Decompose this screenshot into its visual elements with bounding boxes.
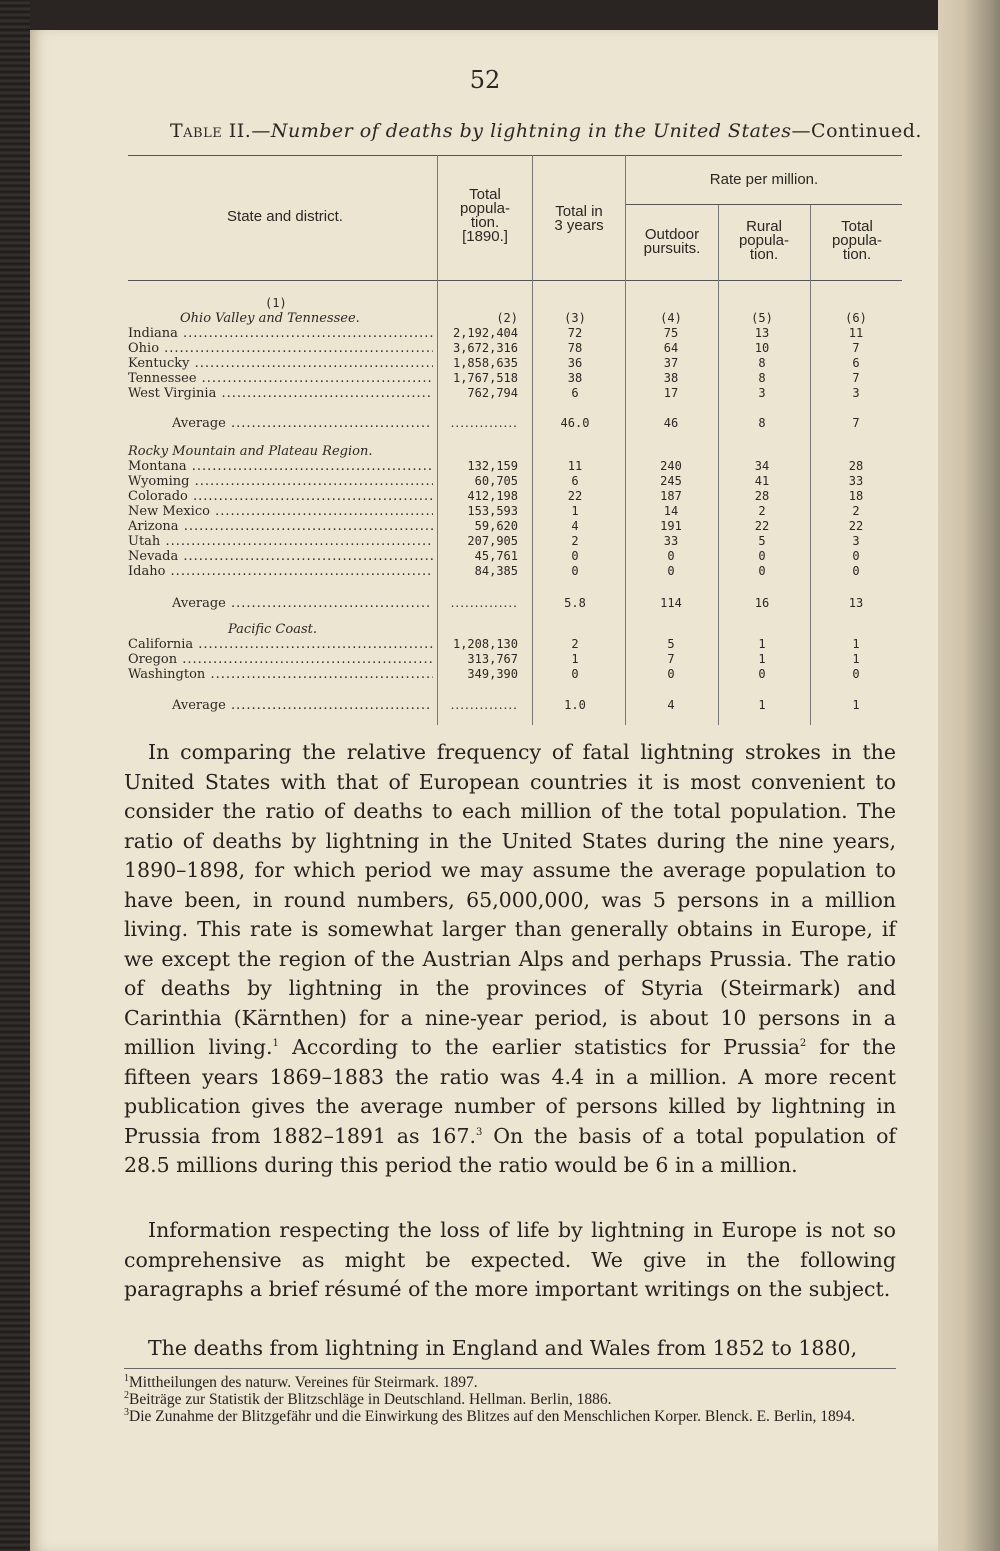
header-line: [1890.]	[462, 228, 508, 245]
cell-population: 2,192,404	[452, 326, 518, 340]
table-row	[0, 504, 1000, 520]
table-row	[0, 667, 1000, 683]
cell-total-pop: 7	[852, 416, 860, 430]
state-name: Montana .....	[128, 459, 433, 474]
cell-outdoor: 5	[667, 637, 675, 651]
cell-outdoor: 0	[667, 564, 675, 578]
paragraph-text: On the basis of a total population of 28.5 millions during this period the ratio would be 6 in a million.	[124, 1123, 896, 1177]
cell-population	[440, 416, 518, 430]
state-name: Colorado .....	[128, 489, 433, 504]
table-caption: —Number of deaths by lightning in the United States	[251, 120, 792, 142]
cell-total-pop: 28	[848, 459, 864, 473]
cell-total: 5.8	[564, 596, 586, 610]
footnote	[124, 1408, 896, 1425]
state-name: Nevada .....	[128, 549, 433, 564]
paragraph-text: In comparing the relative frequency of fatal lightning strokes in the United States with that of European countries it is most convenient to consider the ratio of deaths to each million of the total population. The ratio of deaths by lightning in the United States during the nine years, 1890–1898, for which period we may assume the average population to have been, in round numbers, 65,000,000, was 5 persons in a million living. This rate is somewhat larger than generally obtains in Europe, if we except the region of the Austrian Alps and perhaps Prussia. The ratio of deaths by lightning in the provinces of Styria (Steirmark) and Carinthia (Kärnthen) for a nine-year period, is about 10 persons in a million living.	[124, 740, 896, 1059]
footnotes	[124, 1374, 896, 1425]
cell-outdoor: 187	[660, 489, 682, 503]
footnote	[124, 1374, 896, 1391]
section-header-row	[0, 311, 1000, 327]
cell-total: 22	[567, 489, 583, 503]
cell-outdoor: 75	[663, 326, 679, 340]
cell-outdoor: 7	[667, 652, 675, 666]
cell-population	[440, 698, 518, 712]
table-continued: —Continued.	[791, 120, 922, 142]
paragraph-3: The deaths from lightning in England and Wales from 1852 to 1880,	[148, 1336, 858, 1360]
header-line: popula-	[459, 200, 511, 217]
cell-total: 1	[571, 504, 579, 518]
footnote-rule	[124, 1368, 896, 1369]
state-name: Washington .....	[128, 667, 433, 682]
table-row	[0, 637, 1000, 653]
header-line: Rural	[746, 218, 782, 235]
average-row	[0, 596, 1000, 612]
cell-rural: 0	[758, 564, 766, 578]
cell-population: 1,858,635	[452, 356, 518, 370]
cell-population: 59,620	[474, 519, 518, 533]
state-name: Ohio .....	[128, 341, 433, 356]
cell-outdoor: 37	[663, 356, 679, 370]
table-row	[0, 341, 1000, 357]
cell-total: 1	[571, 652, 579, 666]
cell-total: 0	[571, 549, 579, 563]
cell-total-pop: 1	[852, 637, 860, 651]
header-line: Outdoor	[644, 226, 700, 243]
state-name: New Mexico .....	[128, 504, 433, 519]
header-rural	[720, 220, 808, 262]
cell-outdoor: 4	[667, 698, 675, 712]
header-line: tion.	[470, 214, 500, 231]
cell-rural: 1	[758, 637, 766, 651]
cell-population: 412,198	[467, 489, 518, 503]
average-row	[0, 698, 1000, 714]
header-total-years	[535, 205, 623, 233]
header-line: popula-	[831, 232, 883, 249]
state-name: Indiana .....	[128, 326, 433, 341]
state-name: Utah .....	[128, 534, 433, 549]
cell-outdoor: 240	[660, 459, 682, 473]
table-row	[0, 386, 1000, 402]
cell-outdoor: 245	[660, 474, 682, 488]
cell-rural: 8	[758, 416, 766, 430]
cell-population: 60,705	[474, 474, 518, 488]
header-state: State and district.	[227, 208, 343, 225]
cell-rural: 0	[758, 667, 766, 681]
table-row	[0, 489, 1000, 505]
section-title: Ohio Valley and Tennessee.	[180, 311, 360, 326]
col-num: (6)	[845, 311, 867, 325]
cell-total: 72	[567, 326, 583, 340]
footnote	[124, 1391, 896, 1408]
cell-outdoor: 38	[663, 371, 679, 385]
cell-population: 207,905	[467, 534, 518, 548]
cell-total-pop: 0	[852, 667, 860, 681]
cell-total: 2	[571, 637, 579, 651]
cell-population: 349,390	[467, 667, 518, 681]
state-name: Oregon .....	[128, 652, 433, 667]
cell-rural: 8	[758, 356, 766, 370]
state-name: West Virginia .....	[128, 386, 433, 401]
cell-total: 6	[571, 386, 579, 400]
state-name: Kentucky .....	[128, 356, 433, 371]
table-top-rule	[128, 155, 902, 156]
cell-population: 132,159	[467, 459, 518, 473]
deaths-table	[0, 0, 1000, 760]
cell-population: 45,761	[474, 549, 518, 563]
cell-total: 0	[571, 564, 579, 578]
cell-rural: 1	[758, 652, 766, 666]
table-row	[0, 519, 1000, 535]
cell-outdoor: 33	[663, 534, 679, 548]
footnote-ref: 3	[476, 1126, 483, 1138]
cell-rural: 5	[758, 534, 766, 548]
column-number-row	[0, 296, 1000, 312]
table-label: Table II.	[170, 120, 252, 142]
cell-total-pop: 33	[848, 474, 864, 488]
footnote-num: 3	[124, 1406, 129, 1418]
header-line: pursuits.	[643, 240, 701, 257]
header-line: tion.	[749, 246, 779, 263]
cell-total: 78	[567, 341, 583, 355]
average-label: Average .....	[172, 596, 430, 611]
header-line: 3 years	[554, 217, 604, 234]
header-total-pop	[812, 220, 902, 262]
paragraph-1	[124, 738, 896, 1181]
cell-population: 762,794	[467, 386, 518, 400]
cell-total: 36	[567, 356, 583, 370]
table-row	[0, 564, 1000, 580]
header-line: Total	[469, 186, 501, 203]
cell-total-pop: 7	[852, 341, 860, 355]
header-population	[440, 188, 530, 244]
cell-total-pop: 6	[852, 356, 860, 370]
table-row	[0, 371, 1000, 387]
cell-total-pop: 0	[852, 549, 860, 563]
cell-total: 0	[571, 667, 579, 681]
cell-total: 46.0	[560, 416, 590, 430]
cell-rural: 16	[754, 596, 770, 610]
state-name: Wyoming .....	[128, 474, 433, 489]
table-row	[0, 534, 1000, 550]
footnote-num: 1	[124, 1372, 129, 1384]
paragraph-2: Information respecting the loss of life by lightning in Europe is not so comprehensive as might be expected. We give in the following paragraphs a brief résumé of the more important writings on the subject.	[124, 1218, 896, 1301]
cell-total-pop: 13	[848, 596, 864, 610]
cell-rural: 10	[754, 341, 770, 355]
header-line: popula-	[738, 232, 790, 249]
cell-population: 1,767,518	[452, 371, 518, 385]
state-name: California .....	[128, 637, 433, 652]
header-bottom-rule	[128, 280, 902, 281]
cell-rural: 22	[754, 519, 770, 533]
cell-total-pop: 22	[848, 519, 864, 533]
col-num: (5)	[751, 311, 773, 325]
cell-population: 3,672,316	[452, 341, 518, 355]
cell-rural: 2	[758, 504, 766, 518]
cell-total-pop: 0	[852, 564, 860, 578]
footnote-text: Die Zunahme der Blitzgefähr und die Einwirkung des Blitzes auf den Menschlichen Korper. Blenck. E. Berlin, 1894.	[129, 1408, 856, 1425]
cell-outdoor: 46	[663, 416, 679, 430]
cell-population: 84,385	[474, 564, 518, 578]
cell-total-pop: 1	[852, 652, 860, 666]
cell-total: 38	[567, 371, 583, 385]
section-title: Pacific Coast.	[228, 622, 317, 637]
table-row	[0, 549, 1000, 565]
cell-rural: 41	[754, 474, 770, 488]
table-row	[0, 459, 1000, 475]
state-name: Arizona .....	[128, 519, 433, 534]
cell-total-pop: 2	[852, 504, 860, 518]
col-num: (3)	[564, 311, 586, 325]
cell-rural: 8	[758, 371, 766, 385]
cell-outdoor: 114	[660, 596, 682, 610]
rate-header-rule	[626, 204, 902, 205]
cell-outdoor: 14	[663, 504, 679, 518]
cell-population: 1,208,130	[452, 637, 518, 651]
cell-outdoor: 0	[667, 549, 675, 563]
footnote-text: Mittheilungen des naturw. Vereines für Steirmark. 1897.	[129, 1374, 478, 1391]
cell-rural: 13	[754, 326, 770, 340]
footnote-ref: 1	[272, 1038, 279, 1050]
header-line: Total	[841, 218, 873, 235]
cell-population: 313,767	[467, 652, 518, 666]
col-num: (4)	[660, 311, 682, 325]
cell-total-pop: 18	[848, 489, 864, 503]
average-row	[0, 416, 1000, 432]
col-num: (2)	[496, 311, 518, 325]
cell-rural: 28	[754, 489, 770, 503]
header-outdoor	[628, 228, 716, 256]
cell-rural: 3	[758, 386, 766, 400]
cell-rural: 0	[758, 549, 766, 563]
cell-total: 4	[571, 519, 579, 533]
table-row	[0, 652, 1000, 668]
cell-outdoor: 17	[663, 386, 679, 400]
cell-population	[440, 596, 518, 610]
cell-outdoor: 191	[660, 519, 682, 533]
page-number: 52	[469, 66, 501, 94]
cell-total-pop: 3	[852, 386, 860, 400]
table-row	[0, 474, 1000, 490]
footnote-text: Beiträge zur Statistik der Blitzschläge in Deutschland. Hellman. Berlin, 1886.	[129, 1391, 612, 1408]
cell-total-pop: 7	[852, 371, 860, 385]
header-line: Total in	[555, 203, 603, 220]
table-row	[0, 356, 1000, 372]
paragraph-text: According to the earlier statistics for Prussia	[278, 1035, 800, 1059]
cell-rural: 34	[754, 459, 770, 473]
cell-total: 11	[567, 459, 583, 473]
footnote-num: 2	[124, 1389, 129, 1401]
average-label: Average .....	[172, 416, 430, 431]
cell-total-pop: 3	[852, 534, 860, 548]
cell-total-pop: 1	[852, 698, 860, 712]
section-title: Rocky Mountain and Plateau Region.	[128, 444, 373, 459]
cell-outdoor: 0	[667, 667, 675, 681]
paragraph-text: for the fifteen years 1869–1883 the ratio was 4.4 in a million. A more recent publication gives the average number of persons killed by lightning in Prussia from 1882–1891 as 167.	[124, 1035, 896, 1148]
header-line: tion.	[842, 246, 872, 263]
cell-total: 2	[571, 534, 579, 548]
cell-outdoor: 64	[663, 341, 679, 355]
col-num: (1)	[265, 296, 287, 310]
cell-total: 6	[571, 474, 579, 488]
cell-total: 1.0	[564, 698, 586, 712]
cell-rural: 1	[758, 698, 766, 712]
state-name: Idaho .....	[128, 564, 433, 579]
table-row	[0, 326, 1000, 342]
cell-population: 153,593	[467, 504, 518, 518]
footnote-ref: 2	[799, 1038, 807, 1050]
header-rate-per-million: Rate per million.	[709, 171, 819, 188]
average-label: Average .....	[172, 698, 430, 713]
state-name: Tennessee .....	[128, 371, 433, 386]
cell-total-pop: 11	[848, 326, 864, 340]
